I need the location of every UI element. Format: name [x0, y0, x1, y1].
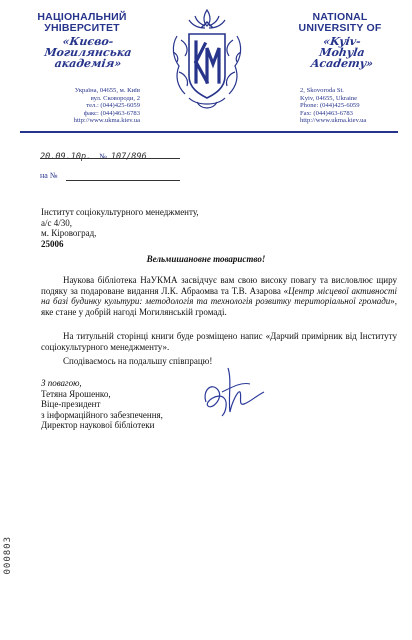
signer-position: Директор наукової бібліотеки — [41, 420, 155, 431]
title-line: UNIVERSITY OF — [298, 22, 382, 34]
body-paragraph-1 — [41, 275, 397, 317]
university-name-ua — [22, 12, 142, 34]
title-line: НАЦІОНАЛЬНИЙ — [37, 11, 127, 23]
address-ua — [40, 87, 140, 125]
handwritten-date: 20.09.10р. — [40, 152, 92, 162]
book-title: Центр місцевої активності на базі будинку культури: методологія та технологія розвитку територіальної громади — [41, 285, 397, 307]
university-script-name-en — [292, 36, 392, 69]
script-line: академія» — [53, 57, 123, 70]
title-line: NATIONAL — [312, 11, 368, 23]
signer-position: Віце-президент — [41, 399, 101, 410]
handwritten-number: 107/896 — [110, 152, 147, 162]
address-line: Україна, 04655, м. Київ — [74, 87, 140, 94]
body-paragraph-3: Сподіваємось на подальшу співпрацю! — [63, 356, 213, 366]
recipient-postcode: 25006 — [41, 238, 64, 249]
body-paragraph-2: На титульній сторінці книги буде розміщено напис «Дарчий примірник від Інституту соціокультурного менеджменту». — [41, 331, 397, 352]
body-text: », яке стане у добрій нагоді Могилянській громаді. — [41, 296, 397, 317]
address-line: тел.: (044)425-6059 — [86, 102, 140, 110]
recipient-line: м. Кіровоград, — [41, 228, 97, 239]
script-line: Mohyla — [318, 46, 366, 59]
letterhead-divider — [20, 131, 398, 133]
university-name-en — [285, 12, 395, 34]
script-line: «Kyiv- — [322, 35, 362, 48]
date-underline — [40, 158, 180, 159]
serial-number: 000803 — [3, 536, 13, 575]
recipient-block — [41, 207, 301, 249]
script-line: «Києво- — [61, 35, 115, 48]
signer-position: з інформаційного забезпечення, — [41, 409, 163, 420]
address-line: http://www.ukma.kiev.ua — [300, 117, 367, 125]
script-line: Могилянська — [43, 46, 133, 59]
address-en — [300, 87, 400, 125]
reply-underline — [66, 180, 180, 181]
number-label: № — [99, 152, 107, 161]
address-line: Kyiv, 04655, Ukraine — [300, 94, 358, 102]
closing-regards: З повагою, — [41, 378, 82, 388]
script-line: Academy» — [310, 57, 374, 70]
body-text: Наукова бібліотека НаУКМА засвідчує вам свою високу повагу та висловлює щиру подяку за подароване видання Л.К. Абраомва та Т.В. Азарова « — [41, 275, 397, 296]
recipient-line: Інститут соціокультурного менеджменту, — [41, 207, 199, 217]
signer-name: Тетяна Ярошенко, — [41, 388, 111, 399]
ukma-emblem-icon — [167, 6, 247, 116]
address-line: Fax: (044)463-6783 — [300, 109, 353, 117]
address-line: http://www.ukma.kiev.ua — [73, 117, 140, 125]
address-line: 2, Skovoroda St. — [300, 87, 344, 94]
salutation: Вельмишановне товариство! — [146, 254, 266, 264]
signature-icon — [198, 362, 268, 424]
title-line: УНІВЕРСИТЕТ — [44, 22, 120, 34]
address-line: вул. Сковороди, 2 — [90, 94, 140, 102]
university-script-name-ua — [38, 36, 138, 69]
address-line: факс: (044)463-6783 — [83, 109, 140, 117]
address-line: Phone: (044)425-6059 — [300, 102, 360, 110]
reply-label: на № — [40, 171, 58, 180]
recipient-line: а/с 4/30, — [41, 217, 72, 228]
